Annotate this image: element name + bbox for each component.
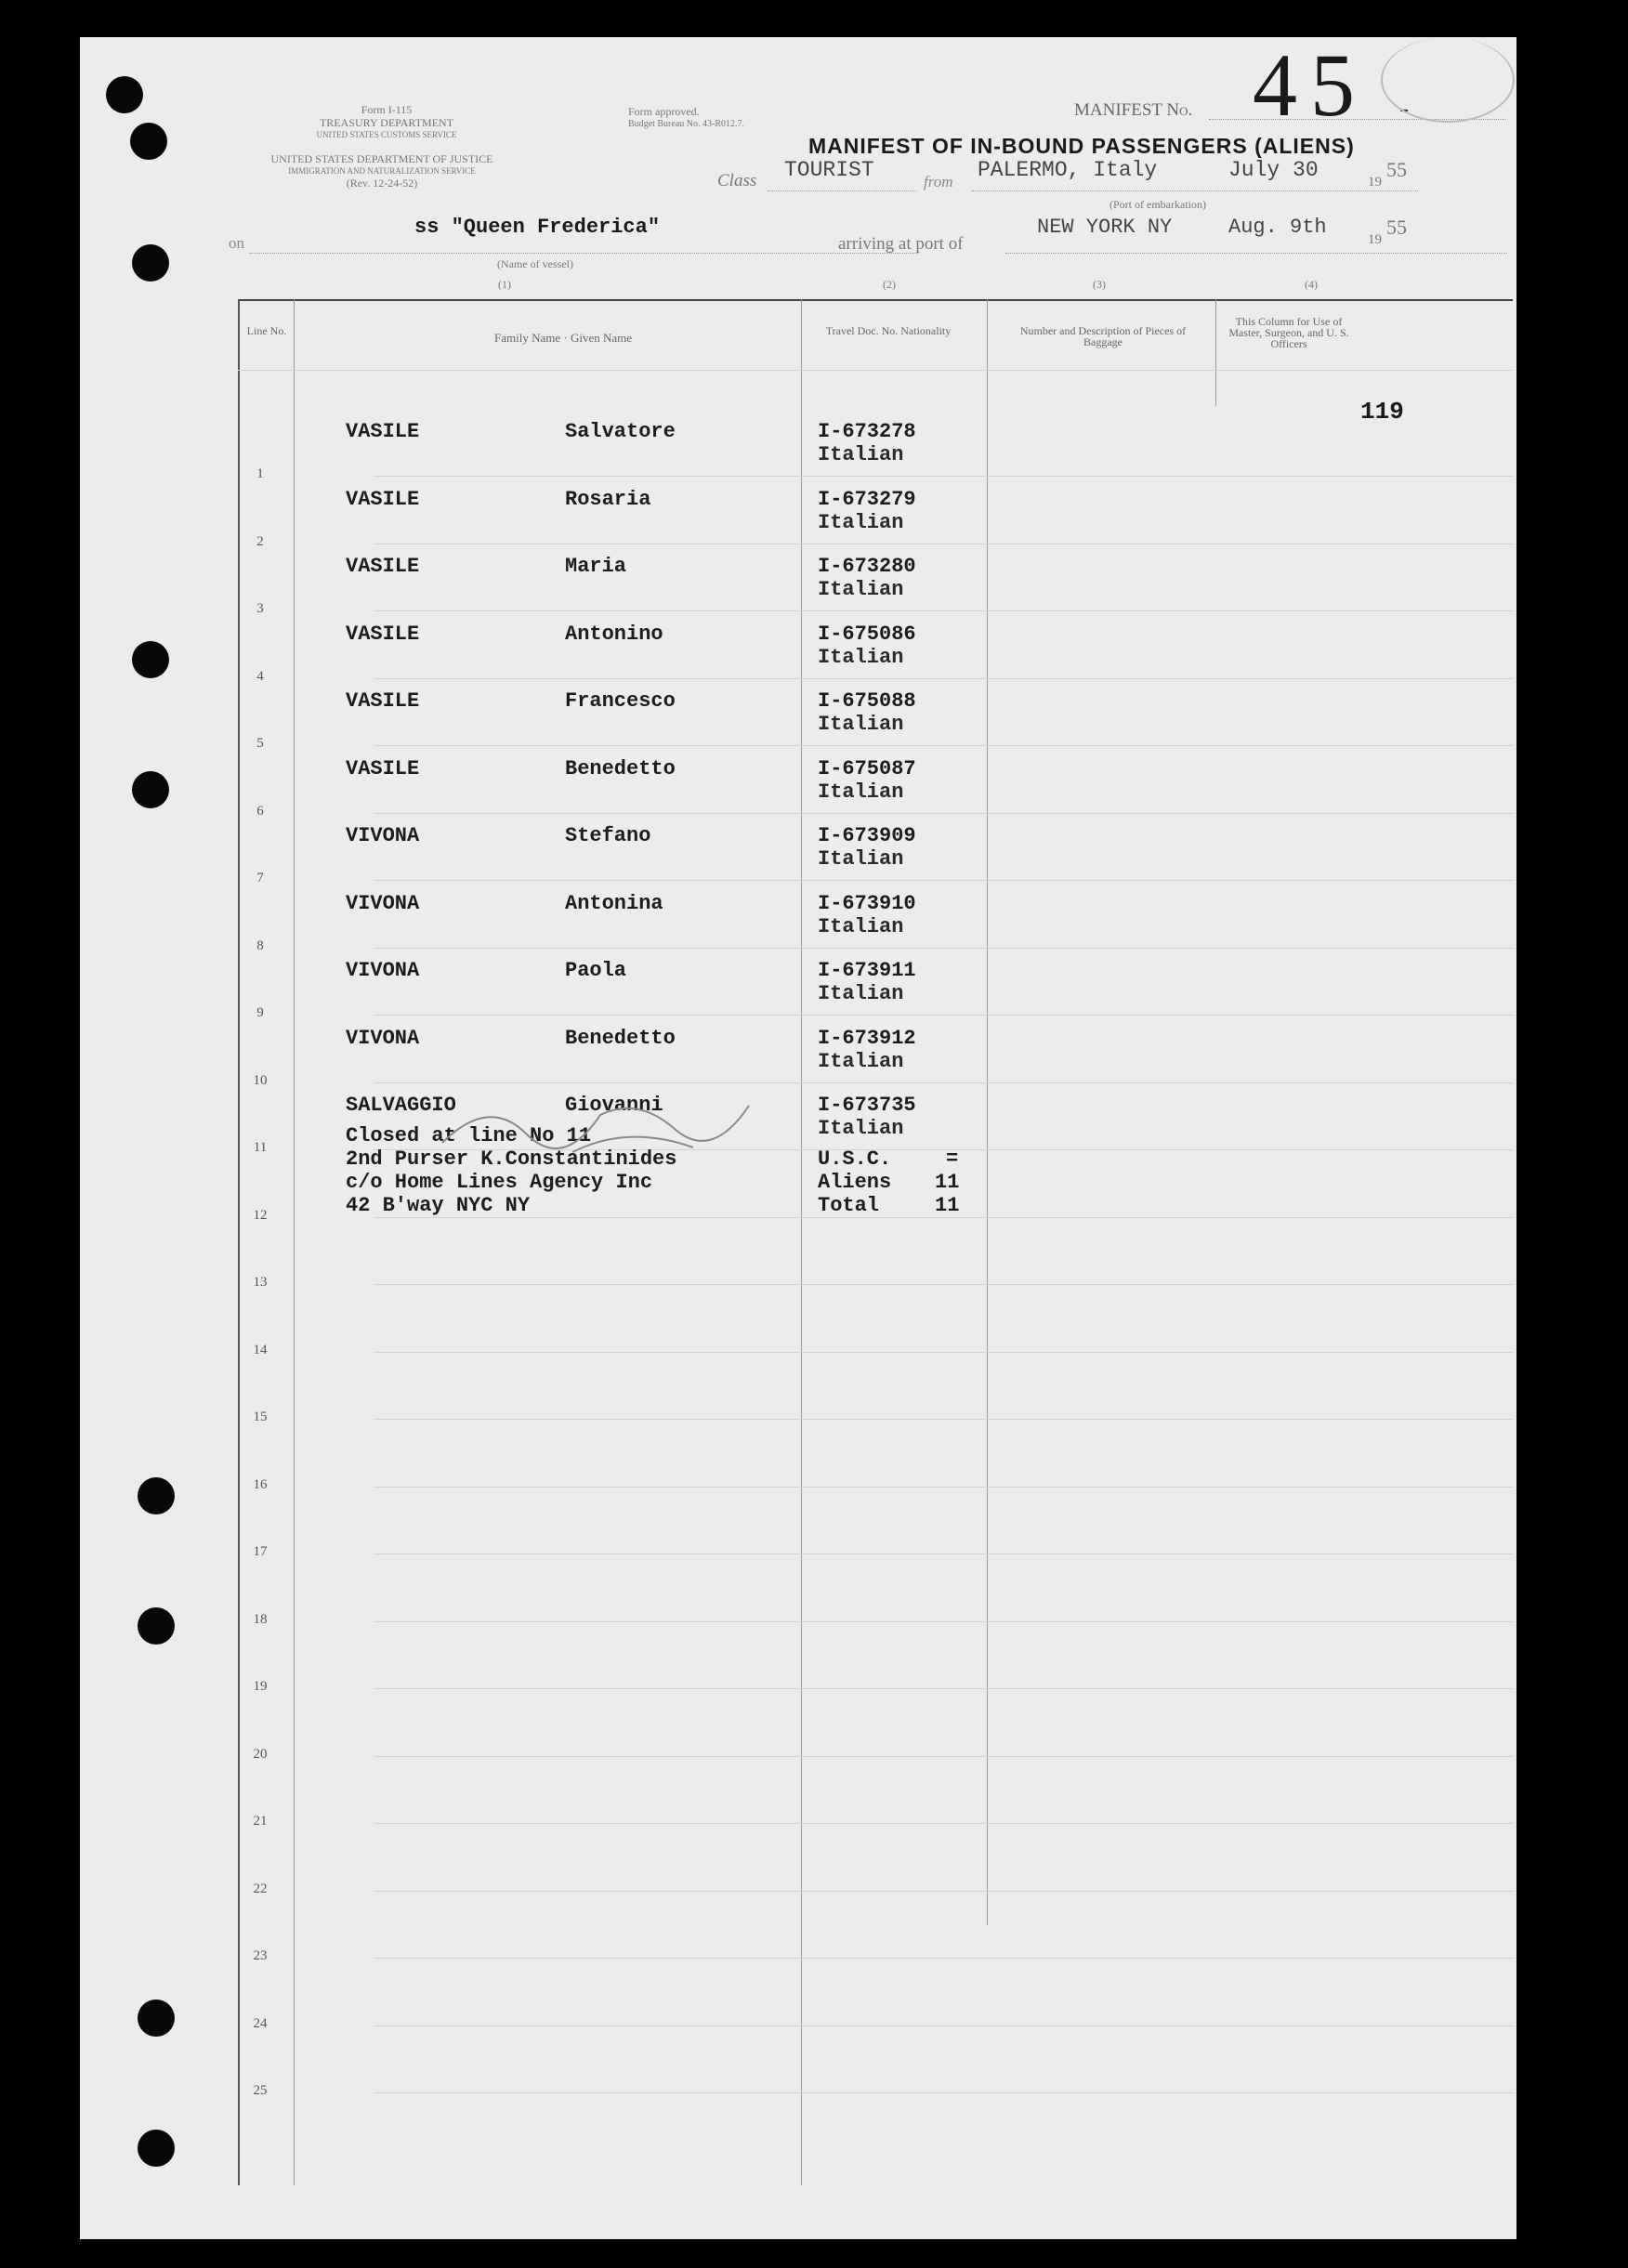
given-name: Rosaria bbox=[565, 487, 651, 511]
family-name: VIVONA bbox=[346, 891, 420, 915]
line-number: 4 bbox=[256, 668, 264, 684]
row-rule bbox=[374, 2025, 1514, 2026]
year-prefix-2: 19 bbox=[1368, 232, 1382, 247]
vessel-name: ss "Queen Frederica" bbox=[414, 216, 661, 239]
family-name: VIVONA bbox=[346, 959, 420, 982]
family-name: VASILE bbox=[346, 487, 420, 511]
row-rule bbox=[374, 678, 1514, 679]
nationality: Italian bbox=[818, 713, 904, 736]
travel-doc-no: I-673911 bbox=[818, 959, 916, 982]
punch-hole bbox=[138, 1607, 175, 1645]
given-name: Maria bbox=[565, 555, 627, 578]
family-name: VIVONA bbox=[346, 1026, 420, 1050]
line-number: 18 bbox=[253, 1611, 268, 1627]
line-number: 1 bbox=[256, 466, 264, 481]
from-value: PALERMO, Italy bbox=[978, 158, 1158, 182]
col-header-name: Family Name · Given Name bbox=[493, 331, 632, 345]
customs-service: UNITED STATES CUSTOMS SERVICE bbox=[316, 130, 457, 139]
row-rule bbox=[374, 1688, 1514, 1689]
table-top-rule bbox=[238, 299, 1513, 301]
ins-service: IMMIGRATION AND NATURALIZATION SERVICE bbox=[288, 166, 476, 176]
manifest-number: 45 bbox=[1253, 35, 1368, 135]
class-value: TOURIST bbox=[784, 158, 874, 182]
line-number: 9 bbox=[256, 1005, 264, 1020]
manifest-no-label: MANIFEST No. bbox=[1074, 100, 1193, 120]
line-number: 10 bbox=[253, 1072, 268, 1088]
arrival-date: Aug. 9th bbox=[1228, 216, 1327, 239]
arriving-label: arriving at port of bbox=[838, 234, 964, 254]
given-name: Giovanni bbox=[565, 1094, 663, 1117]
col-header-baggage: Number and Description of Pieces of Baggage bbox=[1019, 324, 1187, 348]
travel-doc-no: I-673279 bbox=[818, 487, 916, 511]
arrival-year: 55 bbox=[1386, 216, 1407, 239]
travel-doc-no: I-675088 bbox=[818, 689, 916, 713]
total-value-usc: = bbox=[946, 1147, 959, 1171]
form-number: Form I-115 bbox=[361, 103, 413, 116]
line-number: 3 bbox=[256, 601, 264, 616]
line-number: 7 bbox=[256, 871, 264, 885]
embark-date: July 30 bbox=[1228, 158, 1319, 182]
arrival-port: NEW YORK NY bbox=[1037, 216, 1173, 239]
line-number: 15 bbox=[253, 1409, 268, 1424]
nationality: Italian bbox=[818, 982, 904, 1005]
from-label: from bbox=[924, 173, 953, 190]
nationality: Italian bbox=[818, 780, 904, 804]
year-prefix: 19 bbox=[1368, 175, 1382, 190]
col-num-3: (3) bbox=[1093, 278, 1106, 291]
form-approved: Form approved. bbox=[628, 105, 700, 118]
line-number: 6 bbox=[256, 803, 264, 819]
line-number: 25 bbox=[253, 2083, 268, 2098]
col-header-officers: This Column for Use of Master, Surgeon, and U. S. Officers bbox=[1228, 315, 1349, 350]
line-number: 17 bbox=[253, 1544, 268, 1559]
travel-doc-no: I-673910 bbox=[818, 891, 916, 915]
line-number: 14 bbox=[253, 1342, 268, 1357]
row-rule bbox=[374, 1621, 1514, 1622]
justice-dept: UNITED STATES DEPARTMENT OF JUSTICE bbox=[270, 152, 493, 165]
col-header-line-no: Line No. bbox=[246, 324, 287, 337]
signature-scrawl bbox=[359, 1078, 879, 1189]
officer-note: 119 bbox=[1360, 398, 1404, 426]
row-rule bbox=[374, 1487, 1514, 1488]
row-rule bbox=[374, 880, 1514, 881]
closing-line-4: 42 B'way NYC NY bbox=[346, 1194, 531, 1217]
family-name: VASILE bbox=[346, 689, 420, 713]
travel-doc-no: I-675086 bbox=[818, 622, 916, 646]
line-number: 5 bbox=[256, 736, 264, 751]
total-value-aliens: 11 bbox=[935, 1171, 960, 1194]
travel-doc-no: I-673735 bbox=[818, 1094, 916, 1117]
family-name: VASILE bbox=[346, 555, 420, 578]
punch-hole bbox=[138, 2130, 175, 2167]
travel-doc-no: I-673280 bbox=[818, 555, 916, 578]
row-rule bbox=[374, 610, 1514, 611]
col-num-1: (1) bbox=[498, 278, 511, 291]
line-number: 22 bbox=[253, 1881, 268, 1896]
class-label: Class bbox=[717, 171, 757, 190]
line-number: 13 bbox=[253, 1275, 268, 1290]
on-label: on bbox=[229, 234, 244, 252]
col-num-4: (4) bbox=[1305, 278, 1318, 291]
line-number: 8 bbox=[256, 937, 264, 953]
line-number: 24 bbox=[253, 2015, 268, 2031]
punch-hole bbox=[138, 1999, 175, 2037]
nationality: Italian bbox=[818, 1049, 904, 1073]
punch-hole bbox=[132, 641, 169, 678]
travel-doc-no: I-673912 bbox=[818, 1026, 916, 1050]
total-value-total: 11 bbox=[935, 1194, 960, 1217]
treasury-dept: TREASURY DEPARTMENT bbox=[319, 116, 454, 129]
row-rule bbox=[374, 813, 1514, 814]
row-rule bbox=[374, 1352, 1514, 1353]
punch-hole bbox=[130, 123, 167, 160]
manifest-title: MANIFEST OF IN-BOUND PASSENGERS (ALIENS) bbox=[808, 134, 1355, 158]
total-label-aliens: Aliens bbox=[818, 1171, 892, 1194]
punch-hole bbox=[132, 771, 169, 808]
row-rule bbox=[374, 2092, 1514, 2093]
row-rule bbox=[374, 1756, 1514, 1757]
total-label-usc: U.S.C. bbox=[818, 1147, 892, 1171]
budget-bureau: Budget Bureau No. 43-R012.7. bbox=[628, 119, 744, 129]
line-number: 2 bbox=[256, 533, 264, 549]
closing-line-1: Closed at line No 11 bbox=[346, 1124, 592, 1147]
row-rule bbox=[374, 1284, 1514, 1285]
nationality: Italian bbox=[818, 645, 904, 669]
form-revision: (Rev. 12-24-52) bbox=[346, 177, 418, 190]
given-name: Antonina bbox=[565, 891, 663, 915]
family-name: VIVONA bbox=[346, 824, 420, 847]
travel-doc-no: I-673909 bbox=[818, 824, 916, 847]
punch-hole bbox=[138, 1477, 175, 1514]
nationality: Italian bbox=[818, 578, 904, 601]
line-number: 19 bbox=[253, 1679, 268, 1694]
closing-line-3: c/o Home Lines Agency Inc bbox=[346, 1171, 653, 1194]
row-rule bbox=[374, 948, 1514, 949]
row-rule bbox=[374, 476, 1514, 477]
nationality: Italian bbox=[818, 847, 904, 871]
col-num-2: (2) bbox=[883, 278, 896, 291]
given-name: Antonino bbox=[565, 622, 663, 646]
family-name: SALVAGGIO bbox=[346, 1094, 456, 1117]
vessel-caption: (Name of vessel) bbox=[497, 257, 573, 270]
line-number: 12 bbox=[253, 1207, 268, 1223]
family-name: VASILE bbox=[346, 622, 420, 646]
given-name: Benedetto bbox=[565, 756, 676, 780]
line-number: 23 bbox=[253, 1948, 268, 1963]
row-rule bbox=[374, 1958, 1514, 1959]
travel-doc-no: I-675087 bbox=[818, 756, 916, 780]
arrival-stamp bbox=[1381, 37, 1515, 123]
row-rule bbox=[374, 1823, 1514, 1824]
line-number: 11 bbox=[253, 1140, 268, 1155]
family-name: VASILE bbox=[346, 420, 420, 443]
manifest-page: Form I-115 TREASURY DEPARTMENT UNITED STATES CUSTOMS SERVICE UNITED STATES DEPARTMENT OF JUSTICE IMMIGRATION AND NATURALIZATION SERVICE (Rev. 12-24-52) Form approved. Budget Bureau No. 43-R012.7. MANIFEST No. 45 - MANIFEST OF IN-BOUND PASSENGERS (ALIENS) Class TOURIST from PALERMO, Italy July 30 19 55 (Port of embarkation) on ss "Queen Frederica" (Name of vessel) arriving at port of NEW YORK NY Aug. 9th 19 55 (1) (2) (3) (4) Line No. Family Name · Given Name Travel Doc. No. Nationality Number and Description of Pieces of Baggage This Column for Use of Master, Surgeon, and U. S. Officers 119 VASILE Salvatore I-673278 Italian 1 VASILE Rosaria I-673279 Italian 2 VASILE Maria I-673280 Italian 3 VASILE Antonino I-675086 Italian 4 VASILE Francesco I-675088 Italian 5 VASILE Benedetto I-675087 Italian 6 VIVONA Stefano I-673909 Italian 7 VIVONA Antonina I-673910 Italian 8 VIVONA Paola I-673911 Italian 9 VIVONA Benedetto I-673912 Italian 10 SALVAGGIO Giovanni I-673735 Italian 11 12 13 14 15 16 17 18 19 20 21 22 23 24 25 Closed at line No 11 2nd Purser K.Constantinides c/o Home Lines Agency Inc 42 B'way NYC NY U.S.C. = Aliens 11 Total 11 bbox=[80, 37, 1516, 2239]
nationality: Italian bbox=[818, 443, 904, 466]
port-embark-caption: (Port of embarkation) bbox=[1109, 198, 1206, 211]
travel-doc-no: I-673278 bbox=[818, 420, 916, 443]
embark-year: 55 bbox=[1386, 158, 1407, 181]
given-name: Paola bbox=[565, 959, 627, 982]
row-rule bbox=[374, 745, 1514, 746]
row-rule bbox=[374, 1891, 1514, 1892]
nationality: Italian bbox=[818, 510, 904, 534]
col-header-travel-doc: Travel Doc. No. Nationality bbox=[825, 324, 952, 337]
row-rule bbox=[374, 1015, 1514, 1016]
nationality: Italian bbox=[818, 1117, 904, 1140]
nationality: Italian bbox=[818, 914, 904, 938]
line-number: 16 bbox=[253, 1476, 268, 1492]
punch-hole bbox=[132, 244, 169, 282]
punch-hole bbox=[106, 76, 143, 113]
line-number: 20 bbox=[253, 1746, 268, 1762]
closing-line-2: 2nd Purser K.Constantinides bbox=[346, 1147, 677, 1171]
family-name: VASILE bbox=[346, 756, 420, 780]
given-name: Francesco bbox=[565, 689, 676, 713]
row-rule bbox=[374, 1419, 1514, 1420]
given-name: Stefano bbox=[565, 824, 651, 847]
line-number: 21 bbox=[253, 1814, 268, 1829]
given-name: Salvatore bbox=[565, 420, 676, 443]
total-label-total: Total bbox=[818, 1194, 880, 1217]
given-name: Benedetto bbox=[565, 1026, 676, 1050]
